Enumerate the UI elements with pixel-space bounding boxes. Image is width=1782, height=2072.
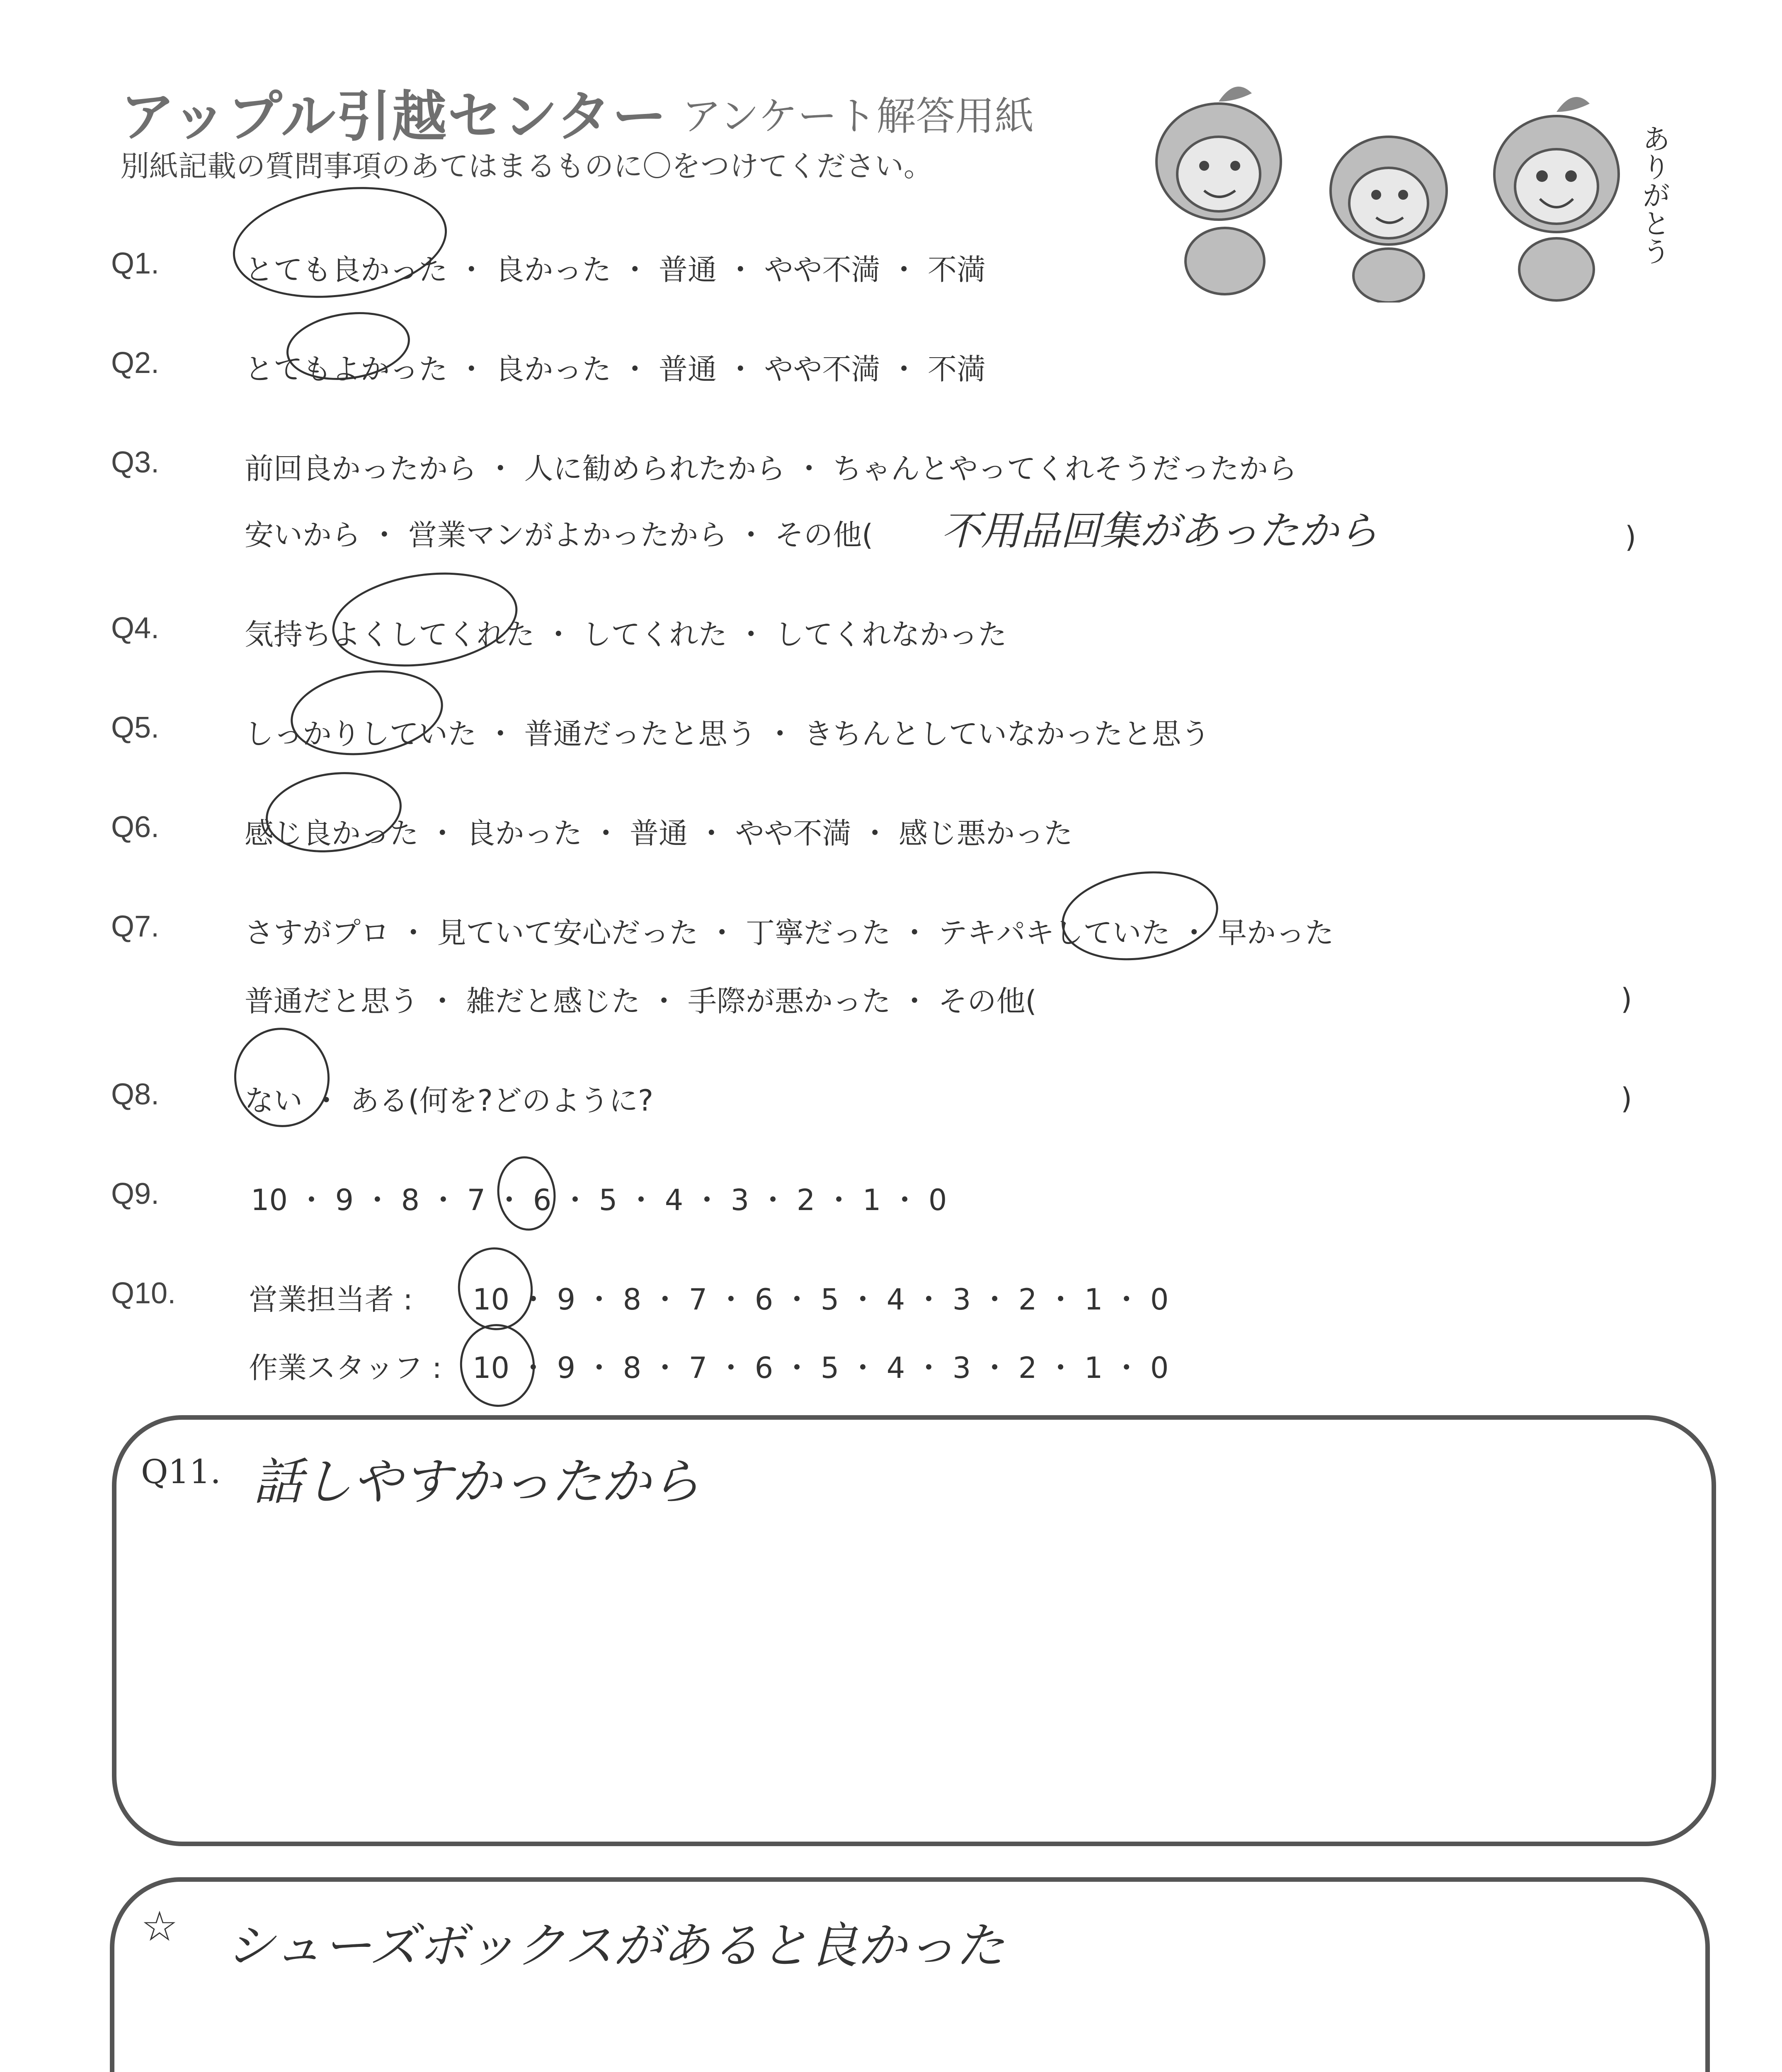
mascot-caption: ありがとう <box>1637 124 1670 265</box>
q10-staff-answer-circle <box>455 1319 540 1411</box>
q9-answer-circle <box>492 1152 560 1234</box>
q7-answer-circle <box>1056 862 1224 970</box>
q4-options: 気持ちよくしてくれた ・ してくれた ・ してくれなかった <box>245 617 1007 651</box>
q8-options: ない ・ ある(何を?どのように? <box>245 1084 654 1118</box>
q3-options-line1: 前回良かったから ・ 人に勧められたから ・ ちゃんとやってくれそうだったから <box>245 452 1297 486</box>
q9-label: Q9. <box>111 1177 160 1210</box>
comment-handwritten-answer: シューズボックスがあると良かった <box>226 1917 1005 1974</box>
q8-label: Q8. <box>111 1078 160 1111</box>
q7-close-paren: ) <box>1621 982 1632 1016</box>
q7-options-line2: 普通だと思う ・ 雑だと感じた ・ 手際が悪かった ・ その他( <box>245 984 1037 1018</box>
q4-label: Q4. <box>111 612 160 645</box>
q3-options-line2: 安いから ・ 営業マンがよかったから ・ その他( <box>245 518 873 552</box>
q5-label: Q5. <box>111 711 160 744</box>
q1-label: Q1. <box>111 247 160 280</box>
q3-handwritten-other: 不用品回集があったから <box>941 508 1379 554</box>
q6-label: Q6. <box>111 811 160 844</box>
q10-staff-scale: 10 ・ 9 ・ 8 ・ 7 ・ 6 ・ 5 ・ 4 ・ 3 ・ 2 ・ 1 ・ 0 <box>473 1351 1169 1385</box>
q8-close-paren: ) <box>1621 1082 1632 1116</box>
q1-options: とても良かった ・ 良かった ・ 普通 ・ やや不満 ・ 不満 <box>245 253 986 287</box>
q10-sales-label: 営業担当者 : <box>249 1283 413 1317</box>
q2-options: とてもよかった ・ 良かった ・ 普通 ・ やや不満 ・ 不満 <box>245 352 986 386</box>
q10-label: Q10. <box>111 1277 176 1310</box>
q11-label: Q11. <box>141 1452 221 1491</box>
company-title: アップル引越センター <box>120 85 668 149</box>
q7-options-line1: さすがプロ ・ 見ていて安心だった ・ 丁寧だった ・ テキパキしていた ・ 早かった <box>245 916 1334 950</box>
q9-scale: 10 ・ 9 ・ 8 ・ 7 ・ 6 ・ 5 ・ 4 ・ 3 ・ 2 ・ 1 ・ 0 <box>251 1183 947 1217</box>
q10-staff-label: 作業スタッフ : <box>249 1351 442 1385</box>
instruction-text: 別紙記載の質問事項のあてはまるものに〇をつけてください。 <box>120 149 933 183</box>
form-subtitle: アンケート解答用紙 <box>682 94 1034 139</box>
q4-answer-circle <box>326 562 524 678</box>
q1-answer-circle <box>225 174 454 311</box>
q11-handwritten-answer: 話しやすかったから <box>253 1453 701 1511</box>
q10-sales-answer-circle <box>453 1242 538 1335</box>
q6-options: 感じ良かった ・ 良かった ・ 普通 ・ やや不満 ・ 感じ悪かった <box>245 816 1073 850</box>
q7-label: Q7. <box>111 910 160 943</box>
mascot-monkeys-illustration <box>1136 66 1700 303</box>
q2-label: Q2. <box>111 346 160 380</box>
q3-label: Q3. <box>111 446 160 479</box>
q3-close-paren: ) <box>1625 520 1637 554</box>
q5-options: しっかりしていた ・ 普通だったと思う ・ きちんとしていなかったと思う <box>245 717 1210 751</box>
star-icon: ☆ <box>141 1902 178 1951</box>
q10-sales-scale: 10 ・ 9 ・ 8 ・ 7 ・ 6 ・ 5 ・ 4 ・ 3 ・ 2 ・ 1 ・ 0 <box>473 1283 1169 1317</box>
